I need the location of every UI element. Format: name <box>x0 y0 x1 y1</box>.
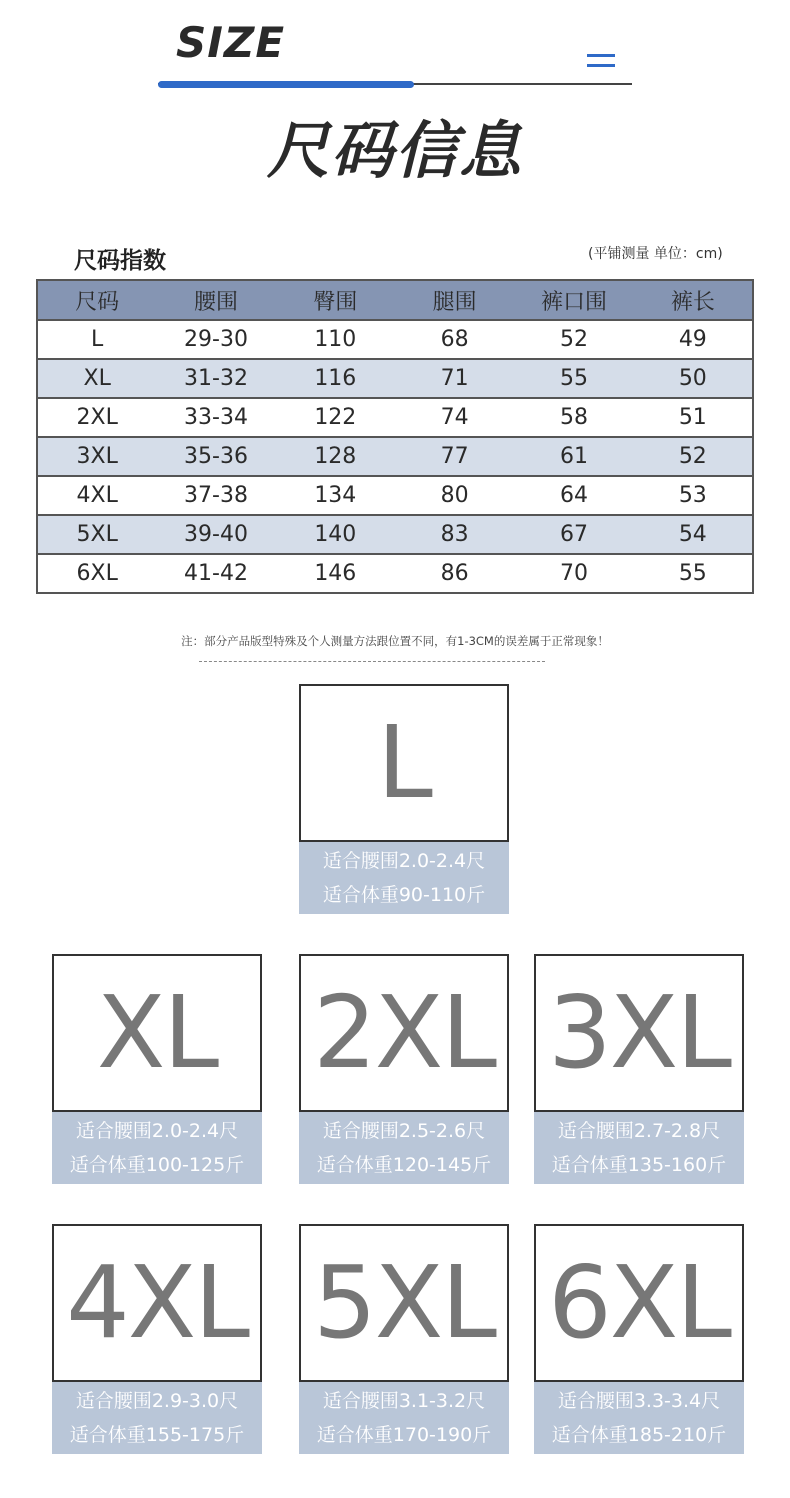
column-header: 裤口围 <box>514 280 633 320</box>
weight-range: 适合体重90-110斤 <box>322 884 486 906</box>
table-cell: 122 <box>276 398 395 437</box>
table-row <box>37 476 753 515</box>
table-cell: 116 <box>276 359 395 398</box>
table-cell: 51 <box>634 398 753 437</box>
size-card-caption <box>299 1112 509 1184</box>
table-cell: 86 <box>395 554 514 593</box>
table-row <box>37 437 753 476</box>
size-card-caption <box>299 842 509 914</box>
table-cell: 134 <box>276 476 395 515</box>
size-card-caption <box>52 1382 262 1454</box>
menu-icon[interactable] <box>587 52 615 68</box>
weight-range: 适合体重100-125斤 <box>69 1154 245 1176</box>
table-heading: 尺码指数 <box>74 248 166 274</box>
size-card-caption <box>52 1112 262 1184</box>
header-accent-bar <box>158 81 414 88</box>
table-cell: 41-42 <box>156 554 275 593</box>
table-cell: 55 <box>634 554 753 593</box>
table-cell: 50 <box>634 359 753 398</box>
weight-range: 适合体重135-160斤 <box>551 1154 727 1176</box>
size-card-caption <box>534 1382 744 1454</box>
waist-range: 适合腰围3.3-3.4尺 <box>557 1390 721 1412</box>
size-card-3xl <box>534 954 744 1184</box>
size-label: 2XL <box>313 974 495 1091</box>
table-cell: 58 <box>514 398 633 437</box>
table-cell: 70 <box>514 554 633 593</box>
table-cell: 33-34 <box>156 398 275 437</box>
page-title: 尺码信息 <box>266 114 523 187</box>
size-card-box <box>52 954 262 1112</box>
size-card-box <box>299 684 509 842</box>
size-card-box <box>299 1224 509 1382</box>
table-cell: 39-40 <box>156 515 275 554</box>
size-card-6xl <box>534 1224 744 1454</box>
table-row <box>37 398 753 437</box>
weight-range: 适合体重120-145斤 <box>316 1154 492 1176</box>
size-card-xl <box>52 954 262 1184</box>
table-cell: 35-36 <box>156 437 275 476</box>
table-cell: 110 <box>276 320 395 359</box>
table-cell: 31-32 <box>156 359 275 398</box>
table-cell: 55 <box>514 359 633 398</box>
table-header-row <box>37 280 753 320</box>
table-row <box>37 554 753 593</box>
table-cell: 29-30 <box>156 320 275 359</box>
size-card-2xl <box>299 954 509 1184</box>
table-cell: 74 <box>395 398 514 437</box>
size-label: 6XL <box>548 1244 730 1361</box>
weight-range: 适合体重155-175斤 <box>69 1424 245 1446</box>
measurement-disclaimer: 注：部分产品版型特殊及个人测量方法跟位置不同，有1-3CM的误差属于正常现象！ <box>181 634 609 648</box>
table-cell: 2XL <box>37 398 156 437</box>
table-cell: 53 <box>634 476 753 515</box>
size-logo-text: SIZE <box>176 18 286 67</box>
table-cell: 71 <box>395 359 514 398</box>
table-cell: 49 <box>634 320 753 359</box>
waist-range: 适合腰围2.5-2.6尺 <box>322 1120 486 1142</box>
table-cell: 80 <box>395 476 514 515</box>
column-header: 裤长 <box>634 280 753 320</box>
table-cell: XL <box>37 359 156 398</box>
size-card-box <box>52 1224 262 1382</box>
table-cell: 61 <box>514 437 633 476</box>
table-row <box>37 515 753 554</box>
table-cell: 52 <box>514 320 633 359</box>
size-card-l <box>299 684 509 914</box>
table-cell: 140 <box>276 515 395 554</box>
table-cell: 68 <box>395 320 514 359</box>
waist-range: 适合腰围2.7-2.8尺 <box>557 1120 721 1142</box>
table-cell: 6XL <box>37 554 156 593</box>
dashed-divider <box>199 661 545 662</box>
table-cell: 54 <box>634 515 753 554</box>
weight-range: 适合体重185-210斤 <box>551 1424 727 1446</box>
table-cell: 52 <box>634 437 753 476</box>
table-cell: 77 <box>395 437 514 476</box>
column-header: 腰围 <box>156 280 275 320</box>
size-card-box <box>534 954 744 1112</box>
table-cell: 4XL <box>37 476 156 515</box>
table-cell: 83 <box>395 515 514 554</box>
size-label: L <box>377 704 431 821</box>
table-cell: 67 <box>514 515 633 554</box>
table-cell: 146 <box>276 554 395 593</box>
column-header: 臀围 <box>276 280 395 320</box>
table-cell: 37-38 <box>156 476 275 515</box>
waist-range: 适合腰围3.1-3.2尺 <box>322 1390 486 1412</box>
size-card-box <box>299 954 509 1112</box>
waist-range: 适合腰围2.0-2.4尺 <box>75 1120 239 1142</box>
column-header: 尺码 <box>37 280 156 320</box>
waist-range: 适合腰围2.0-2.4尺 <box>322 850 486 872</box>
size-label: 4XL <box>66 1244 248 1361</box>
measurement-note: (平铺测量 单位：cm) <box>588 246 723 262</box>
size-label: 3XL <box>548 974 730 1091</box>
table-cell: 5XL <box>37 515 156 554</box>
table-cell: L <box>37 320 156 359</box>
table-row <box>37 320 753 359</box>
size-label: 5XL <box>313 1244 495 1361</box>
waist-range: 适合腰围2.9-3.0尺 <box>75 1390 239 1412</box>
size-label: XL <box>96 974 218 1091</box>
weight-range: 适合体重170-190斤 <box>316 1424 492 1446</box>
table-cell: 3XL <box>37 437 156 476</box>
table-cell: 64 <box>514 476 633 515</box>
table-cell: 128 <box>276 437 395 476</box>
size-card-box <box>534 1224 744 1382</box>
column-header: 腿围 <box>395 280 514 320</box>
size-chart-table <box>36 279 754 594</box>
size-card-caption <box>299 1382 509 1454</box>
size-card-caption <box>534 1112 744 1184</box>
size-card-4xl <box>52 1224 262 1454</box>
size-card-5xl <box>299 1224 509 1454</box>
table-row <box>37 359 753 398</box>
